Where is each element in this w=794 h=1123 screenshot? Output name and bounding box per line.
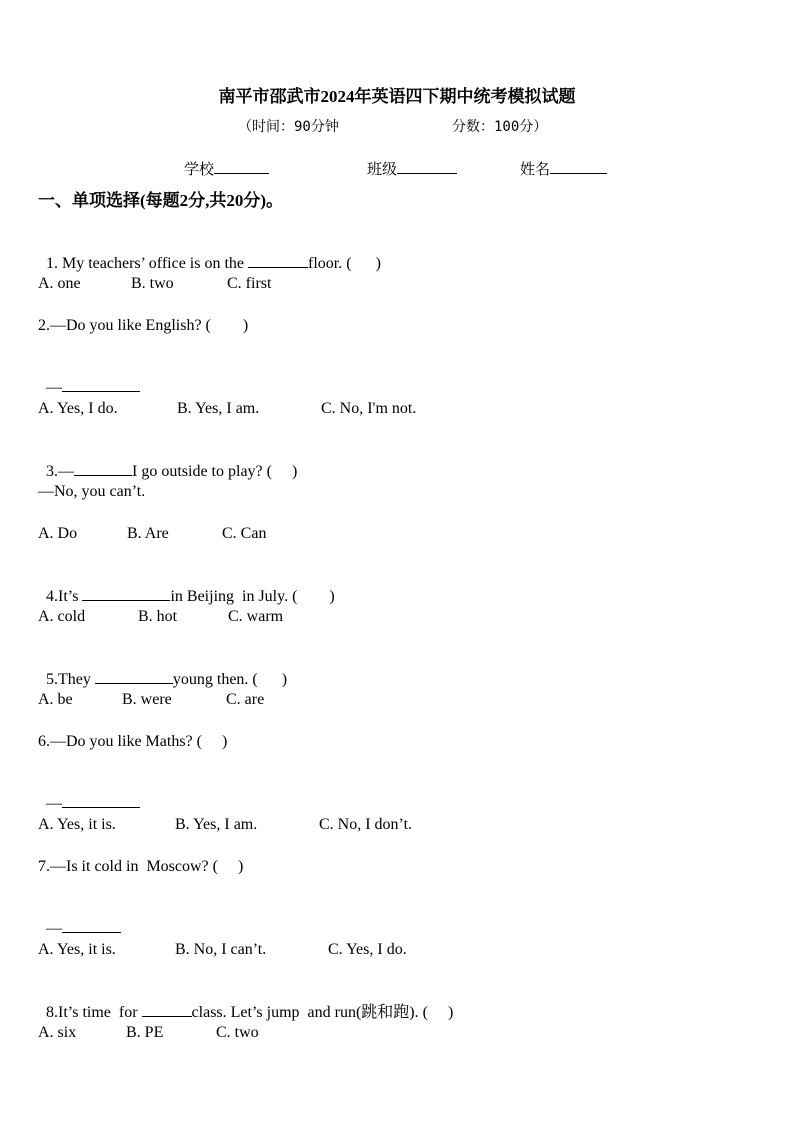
section-heading: 一、单项选择(每题2分,共20分)。 xyxy=(38,191,284,210)
name-blank[interactable] xyxy=(550,159,607,174)
question-3-blank[interactable] xyxy=(74,461,132,476)
question-7-option-b[interactable]: B. No, I can’t. xyxy=(175,941,267,958)
question-4 xyxy=(38,566,335,607)
question-8-option-a[interactable]: A. six xyxy=(38,1024,77,1041)
question-8-option-c[interactable]: C. two xyxy=(216,1024,259,1041)
question-3-reply: —No, you can’t. xyxy=(38,483,146,500)
question-6-dash: — xyxy=(46,795,62,812)
question-4-option-b[interactable]: B. hot xyxy=(138,608,178,625)
question-6-option-c[interactable]: C. No, I don’t. xyxy=(319,816,413,833)
class-blank[interactable] xyxy=(397,159,457,174)
school-label: 学校 xyxy=(184,162,215,178)
question-8 xyxy=(38,982,453,1023)
name-field[interactable] xyxy=(520,159,607,180)
question-5-text-end: young then. ( ) xyxy=(172,671,288,688)
question-4-option-a[interactable]: A. cold xyxy=(38,608,86,625)
question-4-option-c[interactable]: C. warm xyxy=(228,608,284,625)
question-1-option-c[interactable]: C. first xyxy=(227,275,272,292)
question-2-answer xyxy=(38,357,140,398)
question-2: 2.—Do you like English? ( ) xyxy=(38,317,249,334)
question-6: 6.—Do you like Maths? ( ) xyxy=(38,733,228,750)
question-1-blank[interactable] xyxy=(248,253,308,268)
question-4-text: 4.It’s xyxy=(46,588,83,605)
exam-title: 南平市邵武市2024年英语四下期中统考模拟试题 xyxy=(218,87,576,106)
question-6-option-a[interactable]: A. Yes, it is. xyxy=(38,816,116,833)
question-1-text: 1. My teachers’ office is on the xyxy=(46,255,249,272)
question-7-option-a[interactable]: A. Yes, it is. xyxy=(38,941,116,958)
question-3-option-c[interactable]: C. Can xyxy=(222,525,267,542)
question-4-blank[interactable] xyxy=(82,586,170,601)
question-7-dash: — xyxy=(46,920,62,937)
question-1 xyxy=(38,233,381,274)
class-field[interactable] xyxy=(367,159,457,180)
class-label: 班级 xyxy=(367,162,398,178)
question-5-option-a[interactable]: A. be xyxy=(38,691,73,708)
question-2-option-a[interactable]: A. Yes, I do. xyxy=(38,400,118,417)
name-label: 姓名 xyxy=(520,162,551,178)
exam-time: （时间：90分钟 xyxy=(238,119,339,135)
school-field[interactable] xyxy=(184,159,269,180)
question-7-answer xyxy=(38,898,121,939)
question-3-option-a[interactable]: A. Do xyxy=(38,525,78,542)
question-3-option-b[interactable]: B. Are xyxy=(127,525,169,542)
question-6-answer xyxy=(38,773,140,814)
question-3-text: 3.— xyxy=(46,463,74,480)
question-6-blank[interactable] xyxy=(62,793,140,808)
question-6-option-b[interactable]: B. Yes, I am. xyxy=(175,816,258,833)
question-7-blank[interactable] xyxy=(62,918,121,933)
question-3 xyxy=(38,441,297,482)
question-7-option-c[interactable]: C. Yes, I do. xyxy=(328,941,407,958)
school-blank[interactable] xyxy=(214,159,269,174)
question-7: 7.—Is it cold in Moscow? ( ) xyxy=(38,858,244,875)
exam-score: 分数：100分） xyxy=(452,119,548,135)
question-8-text: 8.It’s time for xyxy=(46,1004,142,1021)
question-8-blank[interactable] xyxy=(142,1002,192,1017)
question-3-text-end: I go outside to play? ( ) xyxy=(132,463,298,480)
question-5-option-b[interactable]: B. were xyxy=(122,691,172,708)
question-4-text-end: in Beijing in July. ( ) xyxy=(170,588,335,605)
question-2-dash: — xyxy=(46,379,62,396)
question-5-text: 5.They xyxy=(46,671,95,688)
question-2-blank[interactable] xyxy=(62,377,140,392)
question-8-text-end: class. Let’s jump and run(跳和跑). ( ) xyxy=(191,1004,454,1021)
question-1-option-b[interactable]: B. two xyxy=(131,275,174,292)
question-2-option-b[interactable]: B. Yes, I am. xyxy=(177,400,260,417)
question-8-option-b[interactable]: B. PE xyxy=(126,1024,164,1041)
question-2-option-c[interactable]: C. No, I'm not. xyxy=(321,400,417,417)
question-5-option-c[interactable]: C. are xyxy=(226,691,265,708)
question-1-text-end: floor. ( ) xyxy=(308,255,381,272)
question-1-option-a[interactable]: A. one xyxy=(38,275,81,292)
question-5-blank[interactable] xyxy=(95,669,173,684)
question-5 xyxy=(38,649,287,690)
